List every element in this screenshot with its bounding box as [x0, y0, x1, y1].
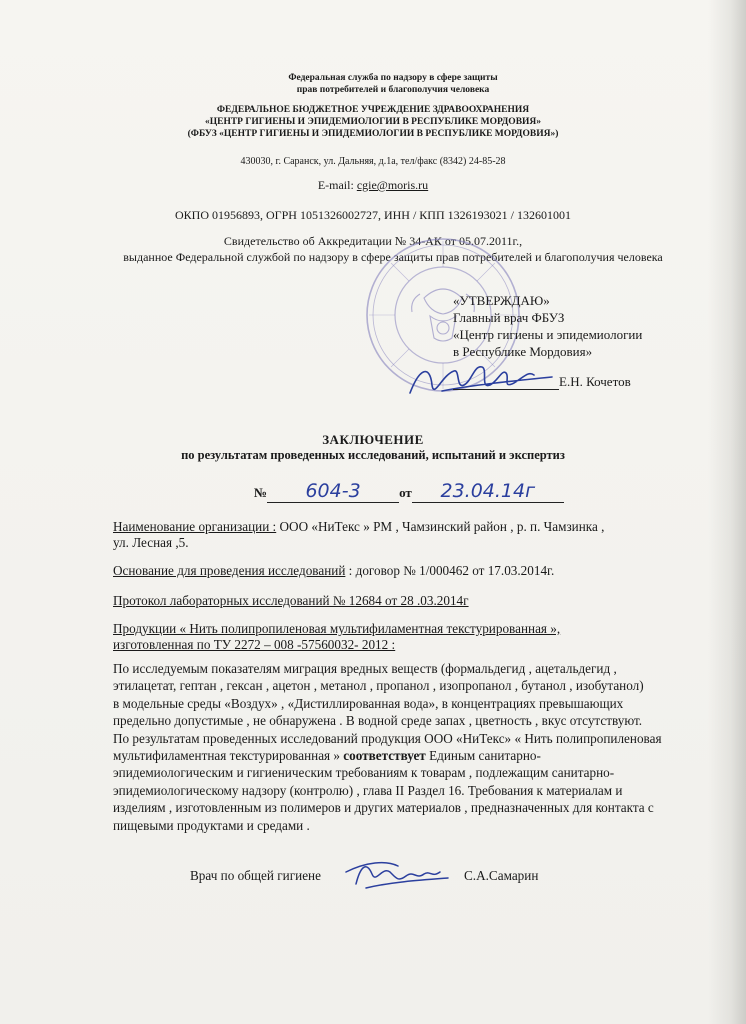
body-line-9: изделиям , изготовленным из полимеров и других материалов , предназначенных для контакта с: [113, 800, 654, 816]
basis-label: Основание для проведения исследований: [113, 563, 346, 578]
doctor-role: Врач по общей гигиене: [190, 868, 321, 883]
body-line-2: этилацетат, гептан , гексан , ацетон , метанол , пропанол , изопропанол , бутанол , изобутанол): [113, 678, 644, 694]
approval-block: [453, 292, 642, 360]
approver-sign-line: [453, 374, 631, 390]
org-line-2: «ЦЕНТР ГИГИЕНЫ И ЭПИДЕМИОЛОГИИ В РЕСПУБЛИКЕ МОРДОВИЯ»: [204, 117, 542, 127]
body-line-6: [113, 747, 662, 764]
organization-line-2: ул. Лесная ,5.: [113, 535, 189, 550]
number-field: [267, 480, 399, 503]
approval-institution-2: в Республике Мордовия»: [453, 344, 593, 359]
accreditation-line-2: выданное Федеральной службой по надзору в сфере защиты прав потребителей и благополучия человека: [123, 250, 663, 264]
email-link[interactable]: cgie@moris.ru: [356, 178, 429, 192]
email-line: [0, 178, 746, 193]
agency-line-2: прав потребителей и благополучия человека: [296, 85, 490, 95]
body-line-1: По исследуемым показателям миграция вредных веществ (формальдегид , ацетальдегид ,: [113, 661, 617, 676]
conclusion-number-row: [254, 480, 564, 503]
registration-numbers: ОКПО 01956893, ОГРН 1051326002727, ИНН / КПП 1326193021 / 132601001: [175, 208, 571, 222]
doctor-name: С.А.Самарин: [464, 868, 539, 883]
compliance-verdict: соответствует: [343, 748, 426, 764]
protocol-line: Протокол лабораторных исследований № 12684 от 28 .03.2014г: [113, 593, 469, 608]
conclusion-body: [113, 660, 662, 834]
page-edge-shadow: [708, 0, 746, 1024]
doctor-signature-line: [190, 868, 539, 884]
approver-name: Е.Н. Кочетов: [559, 374, 631, 389]
body-line-6c: Единым санитарно-: [425, 748, 541, 764]
organization-header: [0, 104, 746, 140]
approval-institution-1: «Центр гигиены и эпидемиологии: [453, 327, 643, 342]
approver-underline: [453, 376, 559, 390]
date-label: от: [399, 485, 412, 500]
body-line-6a: мультифиламентная текстурированная »: [113, 748, 344, 764]
address: 430030, г. Саранск, ул. Дальняя, д.1а, тел/факс (8342) 24-85-28: [240, 156, 506, 167]
basis-value: : договор № 1/000462 от 17.03.2014г.: [345, 563, 555, 578]
product-line-2: изготовленная по ТУ 2272 – 008 -57560032- 2012 :: [113, 637, 396, 652]
body-line-10: пищевыми продуктами и средами .: [113, 817, 310, 833]
product-line-1: Продукции « Нить полипропиленовая мультифиламентная текстурированная »,: [113, 621, 561, 636]
body-line-8: эпидемиологическому надзору (контролю) , глава II Раздел 16. Требования к материалам и: [113, 782, 623, 798]
number-label: №: [254, 485, 268, 500]
organization-line-1: [113, 518, 604, 535]
org-line-1: ФЕДЕРАЛЬНОЕ БЮДЖЕТНОЕ УЧРЕЖДЕНИЕ ЗДРАВООХРАНЕНИЯ: [216, 105, 530, 115]
body-line-7: эпидемиологическим и гигиеническим требованиям к товарам , подлежащим санитарно-: [113, 765, 615, 781]
approval-title: «УТВЕРЖДАЮ»: [453, 293, 550, 308]
body-line-4: предельно допустимые , не обнаружена . В водной среде запах , цветность , вкус отсутствуют.: [113, 713, 643, 729]
basis-line: [113, 562, 554, 579]
approval-position: Главный врач ФБУЗ: [453, 310, 565, 325]
number-value: 604-3: [305, 480, 361, 502]
email-label: E-mail:: [317, 178, 354, 192]
doctor-signature-icon: [336, 852, 456, 896]
conclusion-subtitle: по результатам проведенных исследований, испытаний и экспертиз: [181, 448, 565, 462]
body-line-5: По результатам проведенных исследований продукция ООО «НиТекс» « Нить полипропиленовая: [113, 730, 662, 746]
organization-value: ООО «НиТекс » РМ , Чамзинский район , р. п. Чамзинка ,: [276, 519, 605, 534]
agency-line-1: Федеральная служба по надзору в сфере защиты: [288, 73, 498, 83]
date-field: [412, 480, 564, 503]
conclusion-title: ЗАКЛЮЧЕНИЕ: [322, 432, 424, 447]
org-line-3: (ФБУЗ «ЦЕНТР ГИГИЕНЫ И ЭПИДЕМИОЛОГИИ В РЕСПУБЛИКЕ МОРДОВИЯ»): [187, 129, 559, 139]
organization-label: Наименование организации :: [113, 519, 277, 534]
body-line-3: в модельные среды «Воздух» , «Дистиллированная вода», в концентрациях превышающих: [113, 695, 624, 711]
accreditation-line-1: Свидетельство об Аккредитации № 34-АК от 05.07.2011г.,: [223, 234, 523, 248]
agency-header: [20, 72, 746, 96]
date-value: 23.04.14г: [440, 480, 536, 502]
